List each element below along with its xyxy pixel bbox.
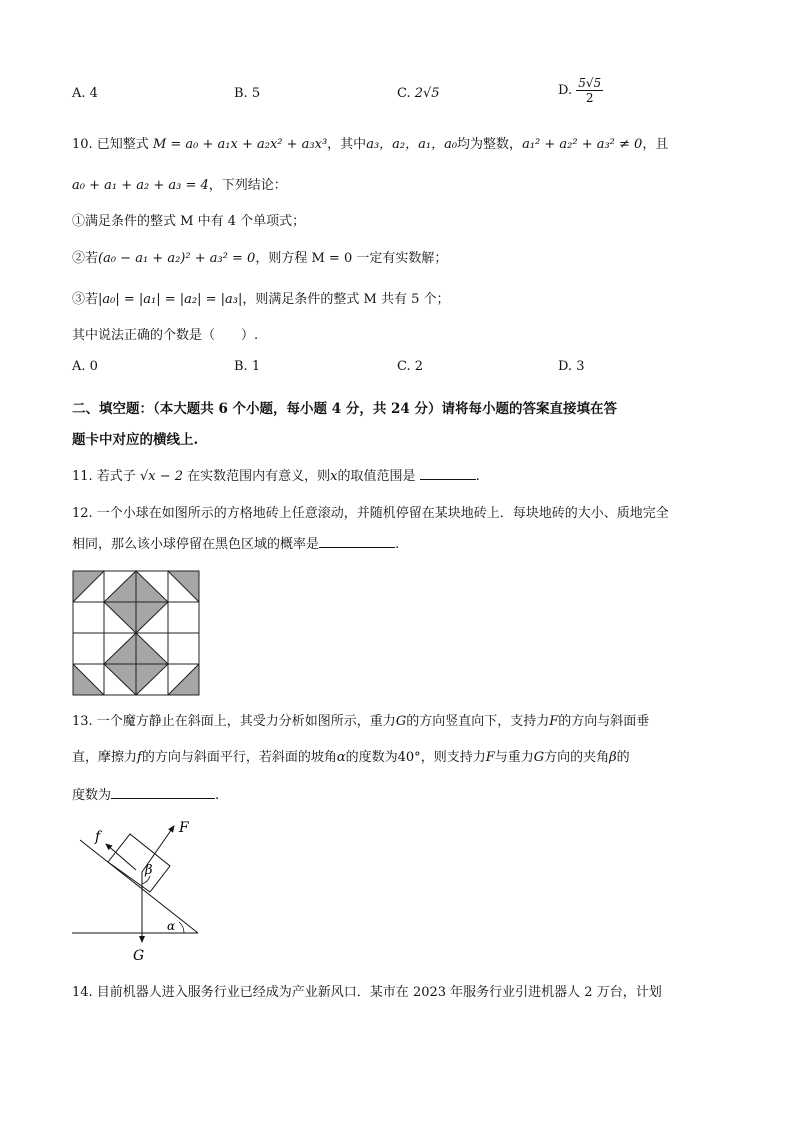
q12-text: 相同，那么该小球停留在黑色区域的概率是 xyxy=(72,537,320,552)
force-diagram xyxy=(66,812,216,967)
q10-text: ，则满足条件的整式 M 共有 5 个； xyxy=(242,292,450,307)
q12-line1: 12. 一个小球在如图所示的方格地砖上任意滚动，并随机停留在某块地砖上．每块地砖的大小、质地完全 xyxy=(72,506,669,521)
q10-option-d: D. 3 xyxy=(558,359,585,374)
q11-answer-blank[interactable] xyxy=(420,479,476,480)
q13-text: 的方向与斜面垂 xyxy=(558,714,650,729)
q13-text: 的方向与斜面平行，若斜面的坡角 xyxy=(141,750,337,765)
q13-text: 的 xyxy=(616,750,630,765)
q10-s2-expression: (a₀ − a₁ + a₂)² + a₃² = 0 xyxy=(98,251,256,266)
q10-s3-expression: |a₀| = |a₁| = |a₂| = |a₃| xyxy=(98,292,243,307)
q13-text: 13. 一个魔方静止在斜面上，其受力分析如图所示，重力 xyxy=(72,714,396,729)
section-heading-line2: 题卡中对应的横线上. xyxy=(72,432,199,448)
q10-option-a: A. 0 xyxy=(72,359,98,374)
q11-expression: √x − 2 xyxy=(139,469,183,484)
option-c-label: C. xyxy=(397,86,415,101)
label-alpha: α xyxy=(167,919,176,933)
q13-symbol-F: F xyxy=(549,714,559,729)
q10-line2 xyxy=(72,177,287,195)
q13-symbol-G: G xyxy=(533,750,545,765)
q13-text: 的度数为 xyxy=(345,750,398,765)
q11-variable: x xyxy=(330,469,338,484)
q13-angle-value: 40° xyxy=(397,750,421,765)
option-d-label: D. xyxy=(558,83,577,98)
q13-answer-blank[interactable] xyxy=(111,798,215,799)
section-heading-line1: 二、填空题：（本大题共 6 个小题，每小题 4 分，共 24 分）请将每小题的答案直接填在答 xyxy=(72,401,618,417)
q13-symbol-alpha: α xyxy=(336,750,346,765)
q13-end: . xyxy=(215,788,220,803)
option-c xyxy=(397,86,440,101)
option-d xyxy=(558,76,603,105)
q14-line1: 14. 目前机器人进入服务行业已经成为产业新风口．某市在 2023 年服务行业引进机器人 2 万台，计划 xyxy=(72,985,662,1000)
q10-question: 其中说法正确的个数是（ ）. xyxy=(72,328,259,343)
q13-symbol-f: f xyxy=(137,750,142,765)
fraction-denominator: 2 xyxy=(585,91,594,105)
q10-text: ②若 xyxy=(72,251,99,266)
q10-condition: a₁² + a₂² + a₃² ≠ 0 xyxy=(522,137,643,152)
tile-grid-figure xyxy=(72,570,200,696)
q11-end: . xyxy=(475,469,480,484)
cube-block xyxy=(108,834,170,892)
q13-text: 直，摩擦力 xyxy=(72,750,138,765)
q12-end: . xyxy=(395,537,400,552)
q11 xyxy=(72,468,480,486)
q10-text: 10. 已知整式 xyxy=(72,137,149,152)
option-c-value: 2√5 xyxy=(414,86,440,101)
q13-line3 xyxy=(72,787,219,805)
option-b: B. 5 xyxy=(234,86,261,101)
q13-symbol-G: G xyxy=(395,714,407,729)
label-F: F xyxy=(179,820,189,836)
q13-text: ，则支持力 xyxy=(420,750,486,765)
tile-grid-lines xyxy=(73,571,199,695)
q10-option-c: C. 2 xyxy=(397,359,424,374)
q11-text: 在实数范围内有意义，则 xyxy=(187,469,331,484)
q12-answer-blank[interactable] xyxy=(319,547,395,548)
q13-text: 方向的夹角 xyxy=(544,750,610,765)
q10-statement-1: ①满足条件的整式 M 中有 4 个单项式； xyxy=(72,214,306,229)
fraction-numerator: 5√5 xyxy=(578,76,602,90)
q13-symbol-F: F xyxy=(485,750,495,765)
label-G: G xyxy=(133,948,145,964)
q11-text: 11. 若式子 xyxy=(72,469,136,484)
q11-text: 的取值范围是 xyxy=(337,469,416,484)
q13-text: 度数为 xyxy=(72,788,112,803)
q10-text: ，下列结论： xyxy=(208,178,287,193)
label-beta: β xyxy=(145,863,153,878)
q10-statement-2 xyxy=(72,250,447,268)
q10-sum-condition: a₀ + a₁ + a₂ + a₃ = 4 xyxy=(72,178,209,193)
q10-variables: a₃，a₂，a₁，a₀ xyxy=(366,137,458,152)
q13-symbol-beta: β xyxy=(609,750,617,765)
q10-text: ，其中 xyxy=(327,137,367,152)
q13-line2 xyxy=(72,749,630,767)
q12-line2 xyxy=(72,536,399,554)
q10-text: ，且 xyxy=(642,137,669,152)
q10-text: ，则方程 M = 0 一定有实数解； xyxy=(255,251,448,266)
alpha-arc xyxy=(179,922,184,933)
q10-text: ③若 xyxy=(72,292,99,307)
q10-expression: M = a₀ + a₁x + a₂x² + a₃x³ xyxy=(152,137,328,152)
q10-option-b: B. 1 xyxy=(234,359,261,374)
q13-line1 xyxy=(72,713,649,731)
label-f: f xyxy=(95,829,101,845)
option-a: A. 4 xyxy=(72,86,98,101)
q13-text: 的方向竖直向下，支持力 xyxy=(406,714,550,729)
q10-line1 xyxy=(72,136,668,154)
q10-text: 均为整数， xyxy=(457,137,523,152)
q10-statement-3 xyxy=(72,291,450,309)
q13-text: 与重力 xyxy=(494,750,534,765)
option-d-fraction xyxy=(576,76,603,105)
